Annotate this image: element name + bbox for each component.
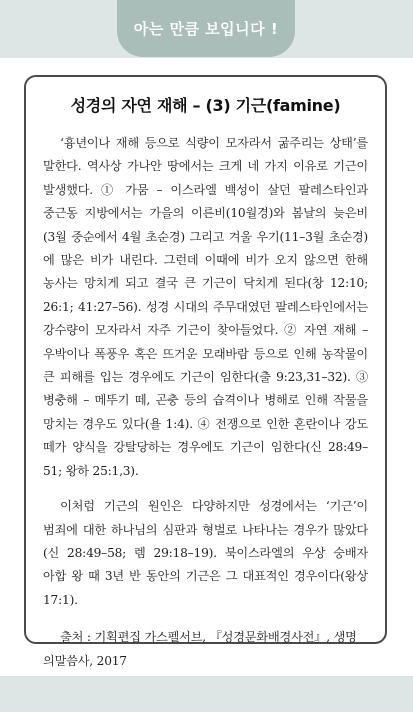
footer-band [0, 676, 413, 712]
article-title: 성경의 자연 재해 – (3) 기근(famine) [70, 96, 341, 115]
article-card [24, 75, 387, 668]
header-tab-label: 아는 만큼 보입니다 ! [133, 20, 279, 38]
article-paragraph-1: ‘흉년이나 재해 등으로 식량이 모자라서 굶주리는 상태’를 말한다. 역사상 가나안 땅에서는 크게 네 가지 이유로 기근이 발생했다. ① 가뭄 – 이스라엘 백성이 살던 팔레스타인과 중근동 지방에서는 가을의 이른비(10월경)와 봄날의 늦은비(3월 중순에서 4월 초순경) 그리고 겨울 우기(11–3월 초순경)에 많은 비가 내린다. 그런데 이때에 비가 오지 않으면 한해 농사는 망치게 되고 결국 큰 기근이 닥치게 된다(창 12:10; 26:1; 41:27–56). 성경 시대의 주무대였던 팔레스타인에서는 강수량이 모자라서 자주 기근이 찾아들었다. ② 자연 재해 – 우박이나 폭풍우 혹은 뜨거운 모래바람 등으로 인해 농작물이 큰 피해를 입는 경우에도 기근이 임한다(출 9:23,31–32). ③ 병충해 – 메뚜기 떼, 곤충 등의 습격이나 병해로 인해 작물을 망치는 경우도 있다(욜 1:4). ④ 전쟁으로 인한 혼란이나 강도 떼가 양식을 강탈당하는 경우에도 기근이 임한다(신 28:49–51; 왕하 25:1,3). [43, 136, 368, 478]
article-paragraph-2: 이처럼 기근의 원인은 다양하지만 성경에서는 ‘기근’이 범죄에 대한 하나님의 심판과 형벌로 나타나는 경우가 많았다(신 28:49–58; 렘 29:18–19). 북이스라엘의 우상 숭배자 아합 왕 때 3년 반 동안의 기근은 그 대표적인 경우이다(왕상 17:1). [43, 499, 368, 607]
header-tab [117, 0, 295, 57]
article-source: 출처 : 기획편집 가스펠서브, 『성경문화배경사전』, 생명의말씀사, 2017 [43, 630, 357, 668]
